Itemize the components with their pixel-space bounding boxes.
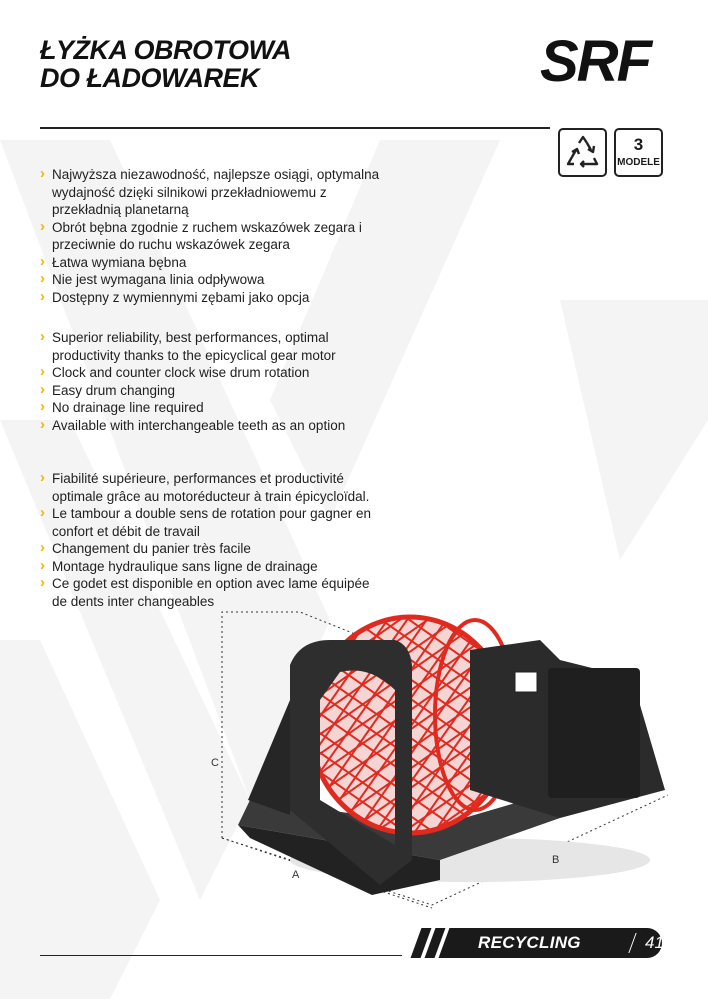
list-item: › No drainage line required: [40, 399, 385, 417]
list-item: › Łatwa wymiana bębna: [40, 254, 385, 272]
list-item: › Le tambour a double sens de rotation pour gagner en confort et débit de travail: [40, 505, 385, 540]
model-code: SRF: [540, 29, 650, 94]
title-line-2: DO ŁADOWAREK: [40, 63, 259, 93]
dimension-label-a: A: [292, 869, 300, 881]
list-item: › Najwyższa niezawodność, najlepsze osiągi, optymalna wydajność dzięki silnikowi przekładniowemu z przekładnią planetarną: [40, 166, 385, 219]
list-item: › Ce godet est disponible en option avec lame équipée de dents inter changeables: [40, 575, 385, 610]
list-item: › Changement du panier très facile: [40, 540, 385, 558]
list-item: › Montage hydraulique sans ligne de drainage: [40, 558, 385, 576]
list-item: › Available with interchangeable teeth as an option: [40, 417, 385, 435]
list-item: › Superior reliability, best performances, optimal productivity thanks to the epicyclical gear motor: [40, 329, 385, 364]
models-count-badge: [614, 128, 663, 177]
gear-housing: [548, 668, 640, 798]
list-item: › Dostępny z wymiennymi zębami jako opcja: [40, 289, 385, 307]
recycle-icon: [564, 134, 602, 172]
page-title: [40, 36, 291, 92]
footer-label-block: [454, 928, 662, 958]
brand-label: [515, 672, 537, 692]
feature-list-french: [40, 470, 385, 610]
list-item: › Fiabilité supérieure, performances et productivité optimale grâce au motoréducteur à train épicycloïdal.: [40, 470, 385, 505]
list-item: › Nie jest wymagana linia odpływowa: [40, 271, 385, 289]
title-line-1: ŁYŻKA OBROTOWA: [40, 35, 291, 65]
feature-list-polish: [40, 166, 385, 306]
dimension-label-c: C: [211, 757, 219, 769]
section-name: RECYCLING: [478, 933, 581, 952]
left-side-wing: [248, 700, 290, 815]
title-divider: [40, 127, 550, 129]
models-label: MODELE: [617, 157, 660, 168]
dimension-label-b: B: [552, 854, 560, 866]
recycling-badge: [558, 128, 607, 177]
footer-section-bar: [410, 928, 668, 958]
product-illustration: [205, 605, 675, 920]
models-count: 3: [633, 135, 644, 154]
list-item: › Clock and counter clock wise drum rotation: [40, 364, 385, 382]
page-number: 41: [645, 933, 664, 952]
footer-separator: [628, 933, 636, 953]
footer-divider: [40, 955, 402, 956]
list-item: › Easy drum changing: [40, 382, 385, 400]
list-item: › Obrót bębna zgodnie z ruchem wskazówek zegara i przeciwnie do ruchu wskazówek zegara: [40, 219, 385, 254]
feature-list-english: [40, 329, 385, 434]
